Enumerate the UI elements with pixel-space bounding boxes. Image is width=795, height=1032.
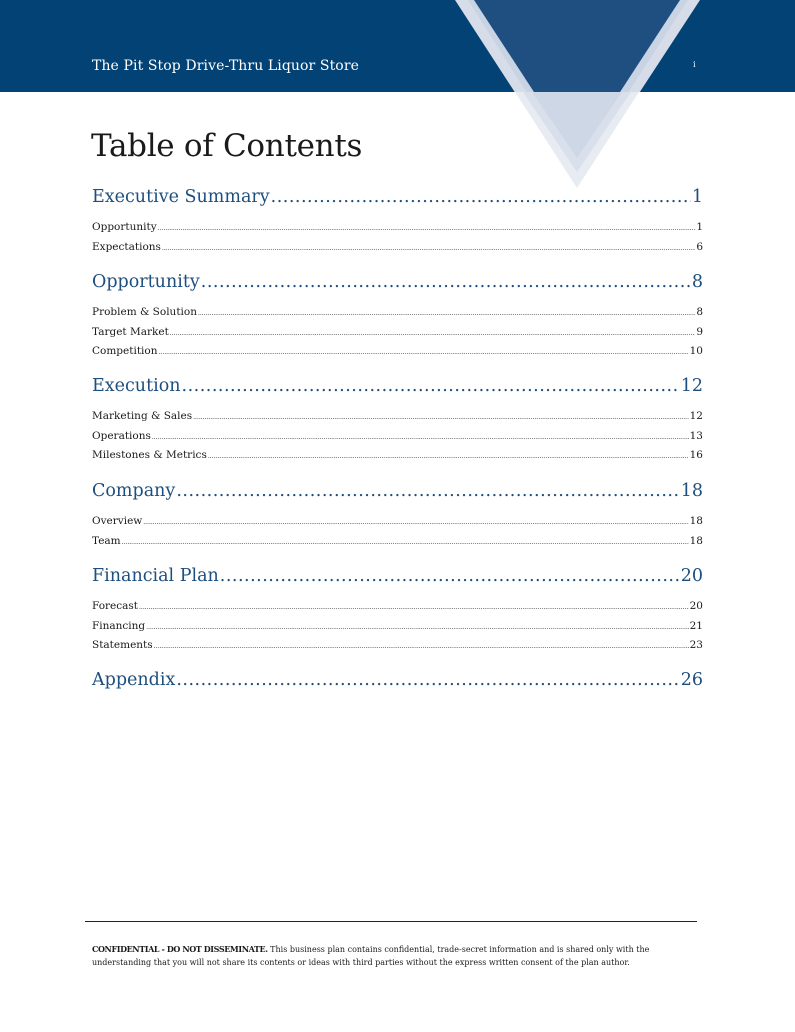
toc-item-page: 20 bbox=[689, 600, 703, 612]
toc-section-page: 12 bbox=[680, 376, 703, 396]
confidential-label: CONFIDENTIAL - DO NOT DISSEMINATE. bbox=[92, 944, 268, 954]
toc-section-label: Executive Summary bbox=[92, 187, 270, 207]
toc-item-label: Target Market bbox=[92, 325, 169, 338]
toc-item-label: Milestones & Metrics bbox=[92, 449, 207, 461]
toc-item-entry[interactable] bbox=[92, 600, 703, 612]
toc-leader-dots bbox=[143, 519, 688, 526]
toc-leader-dots bbox=[158, 225, 696, 232]
toc-leader-dots bbox=[152, 434, 689, 441]
confidential-text: This business plan contains confidential, trade-secret information and is shared only with the understanding that you will not share its contents or ideas with third parties without the express written consent of the plan author. bbox=[92, 945, 650, 967]
toc-item-page: 1 bbox=[696, 221, 703, 233]
toc-item-entry[interactable] bbox=[92, 535, 703, 547]
document-title: The Pit Stop Drive-Thru Liquor Store bbox=[92, 58, 360, 74]
toc-section-page: 8 bbox=[691, 272, 703, 292]
toc-section-label: Company bbox=[92, 481, 176, 501]
toc-item-label: Statements bbox=[92, 639, 153, 651]
toc-item-page: 16 bbox=[689, 449, 703, 461]
toc-item-entry[interactable] bbox=[92, 515, 703, 527]
toc-item-label: Team bbox=[92, 534, 121, 547]
toc-section-page: 18 bbox=[680, 481, 703, 501]
toc-leader-dots bbox=[139, 604, 689, 611]
footer-divider bbox=[85, 921, 697, 922]
toc-item-label: Forecast bbox=[92, 600, 139, 612]
toc-section-entry[interactable] bbox=[92, 670, 703, 690]
toc-section-label: Opportunity bbox=[92, 272, 200, 292]
toc-item-entry[interactable] bbox=[92, 639, 703, 651]
toc-leader-dots bbox=[154, 643, 689, 650]
chevron-inner bbox=[474, 0, 680, 92]
toc-leader-dots bbox=[162, 245, 695, 252]
toc-leader-dots bbox=[122, 539, 689, 546]
toc-leader-dots bbox=[159, 349, 689, 356]
toc-item-entry[interactable] bbox=[92, 326, 703, 338]
toc-leader-dots bbox=[208, 453, 689, 460]
toc-leader-dots bbox=[176, 481, 679, 501]
toc-item-label: Overview bbox=[92, 515, 143, 527]
toc-item-entry[interactable] bbox=[92, 345, 703, 357]
toc-section-entry[interactable] bbox=[92, 376, 703, 396]
toc-item-page: 8 bbox=[696, 306, 703, 318]
toc-section-entry[interactable] bbox=[92, 481, 703, 501]
toc-item-page: 10 bbox=[689, 345, 703, 357]
toc-leader-dots bbox=[182, 376, 680, 396]
toc-leader-dots bbox=[201, 272, 691, 292]
toc-section-label: Execution bbox=[92, 376, 181, 396]
toc-leader-dots bbox=[198, 310, 695, 317]
toc-section-page: 26 bbox=[680, 670, 703, 690]
toc-item-entry[interactable] bbox=[92, 430, 703, 442]
toc-leader-dots bbox=[146, 624, 688, 631]
toc-item-page: 6 bbox=[696, 240, 703, 253]
toc-heading: Table of Contents bbox=[91, 128, 363, 164]
toc-section-entry[interactable] bbox=[92, 566, 703, 586]
toc-leader-dots bbox=[271, 187, 691, 207]
toc-item-label: Opportunity bbox=[92, 221, 157, 233]
page-number: i bbox=[693, 60, 696, 69]
toc-item-entry[interactable] bbox=[92, 449, 703, 461]
toc-item-entry[interactable] bbox=[92, 410, 703, 422]
toc-item-page: 9 bbox=[696, 325, 703, 338]
toc-item-label: Competition bbox=[92, 345, 158, 357]
toc-item-page: 18 bbox=[689, 515, 703, 527]
toc-item-label: Expectations bbox=[92, 240, 161, 253]
toc-item-label: Operations bbox=[92, 429, 151, 442]
toc-item-label: Marketing & Sales bbox=[92, 410, 193, 422]
toc-item-entry[interactable] bbox=[92, 306, 703, 318]
page-header bbox=[0, 0, 795, 92]
toc-section-page: 20 bbox=[680, 566, 703, 586]
toc-item-page: 18 bbox=[689, 534, 703, 547]
header-chevron-graphic bbox=[0, 0, 795, 92]
toc-section-label: Financial Plan bbox=[92, 566, 219, 586]
toc-item-page: 21 bbox=[689, 619, 703, 632]
toc-leader-dots bbox=[193, 414, 689, 421]
toc-section-page: 1 bbox=[691, 187, 703, 207]
toc-section-entry[interactable] bbox=[92, 187, 703, 207]
toc-leader-dots bbox=[220, 566, 680, 586]
toc-item-entry[interactable] bbox=[92, 221, 703, 233]
toc-item-page: 12 bbox=[689, 410, 703, 422]
toc-section-entry[interactable] bbox=[92, 272, 703, 292]
toc-item-page: 13 bbox=[689, 429, 703, 442]
toc-leader-dots bbox=[176, 670, 679, 690]
toc-leader-dots bbox=[170, 330, 696, 337]
toc-item-label: Problem & Solution bbox=[92, 306, 197, 318]
toc-section-label: Appendix bbox=[92, 670, 176, 690]
toc-item-entry[interactable] bbox=[92, 620, 703, 632]
toc-item-label: Financing bbox=[92, 619, 146, 632]
toc-item-page: 23 bbox=[689, 639, 703, 651]
toc-item-entry[interactable] bbox=[92, 241, 703, 253]
confidentiality-notice bbox=[92, 943, 692, 969]
